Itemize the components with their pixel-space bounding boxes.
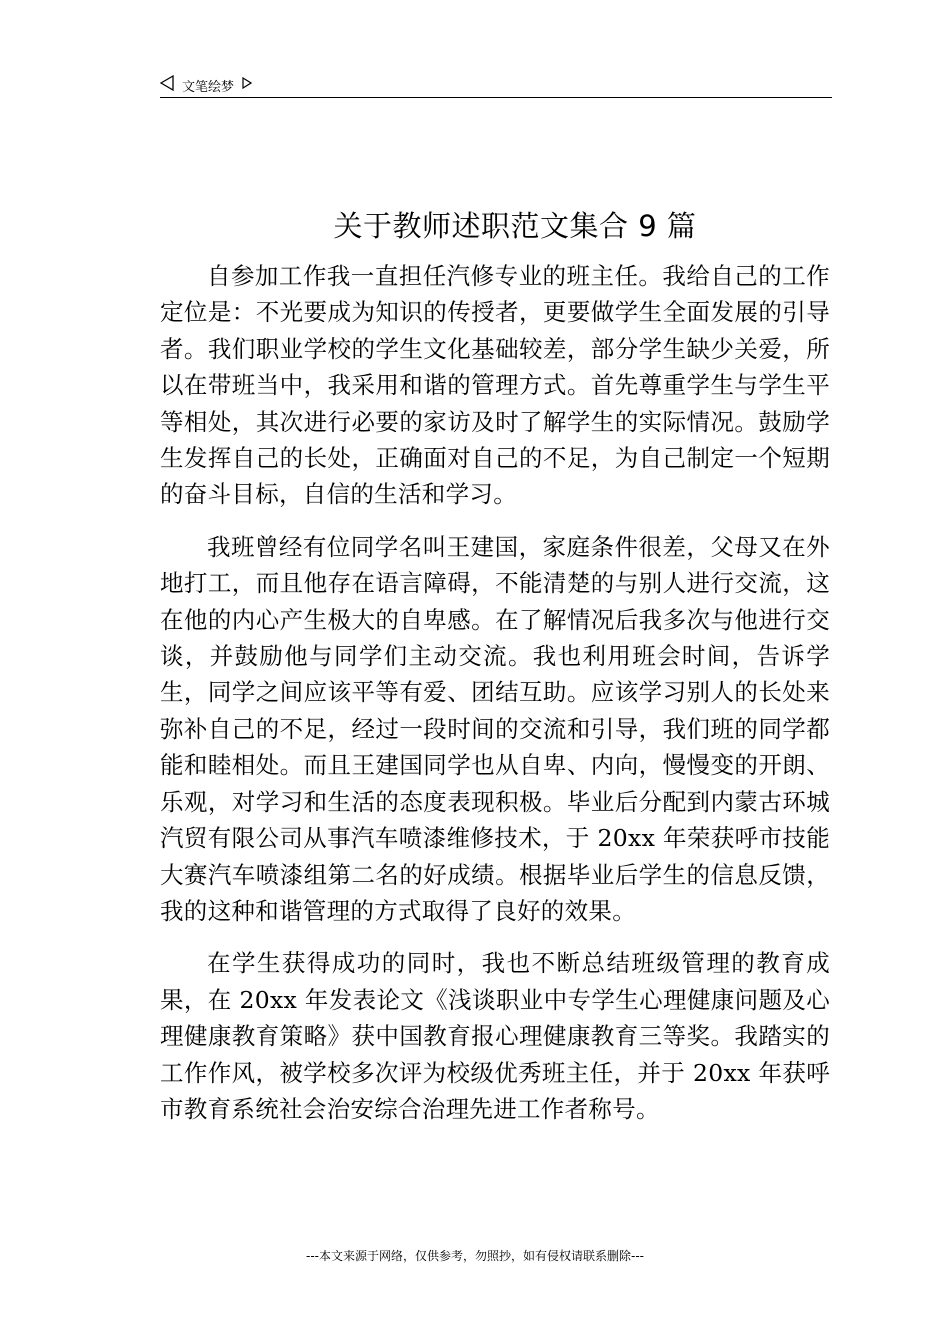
paragraph-1: 自参加工作我一直担任汽修专业的班主任。我给自己的工作定位是：不光要成为知识的传授者，更要做学生全面发展的引导者。我们职业学校的学生文化基础较差，部分学生缺少关爱，所以在带班当中，我采用和谐的管理方式。首先尊重学生与学生平等相处，其次进行必要的家访及时了解学生的实际情况。鼓励学生发挥自己的长处，正确面对自己的不足，为自己制定一个短期的奋斗目标，自信的生活和学习。 xyxy=(160,262,830,509)
triangle-left-outline-icon xyxy=(160,75,174,95)
triangle-right-outline-icon xyxy=(242,77,252,93)
header-divider xyxy=(160,97,832,98)
paragraph-3: 在学生获得成功的同时，我也不断总结班级管理的教育成果，在 20xx 年发表论文《浅谈职业中专学生心理健康问题及心理健康教育策略》获中国教育报心理健康教育三等奖。我踏实的工作作风，被学校多次评为校级优秀班主任，并于 20xx 年获呼市教育系统社会治安综合治理先进工作者称号。 xyxy=(160,949,830,1123)
header-label: 文笔绘梦 xyxy=(182,79,235,95)
footer-notice: ---本文来源于网络，仅供参考，勿照抄，如有侵权请联系删除--- xyxy=(306,1249,644,1263)
document-title: 关于教师述职范文集合 9 篇 xyxy=(333,209,697,243)
page-header xyxy=(160,74,832,96)
document-body xyxy=(160,258,830,1143)
paragraph-2: 我班曾经有位同学名叫王建国，家庭条件很差，父母又在外地打工，而且他存在语言障碍，不能清楚的与别人进行交流，这在他的内心产生极大的自卑感。在了解情况后我多次与他进行交谈，并鼓励他与同学们主动交流。我也利用班会时间，告诉学生，同学之间应该平等有爱、团结互助。应该学习别人的长处来弥补自己的不足，经过一段时间的交流和引导，我们班的同学都能和睦相处。而且王建国同学也从自卑、内向，慢慢变的开朗、乐观，对学习和生活的态度表现积极。毕业后分配到内蒙古环城汽贸有限公司从事汽车喷漆维修技术，于 20xx 年荣获呼市技能大赛汽车喷漆组第二名的好成绩。根据毕业后学生的信息反馈，我的这种和谐管理的方式取得了良好的效果。 xyxy=(160,532,830,925)
